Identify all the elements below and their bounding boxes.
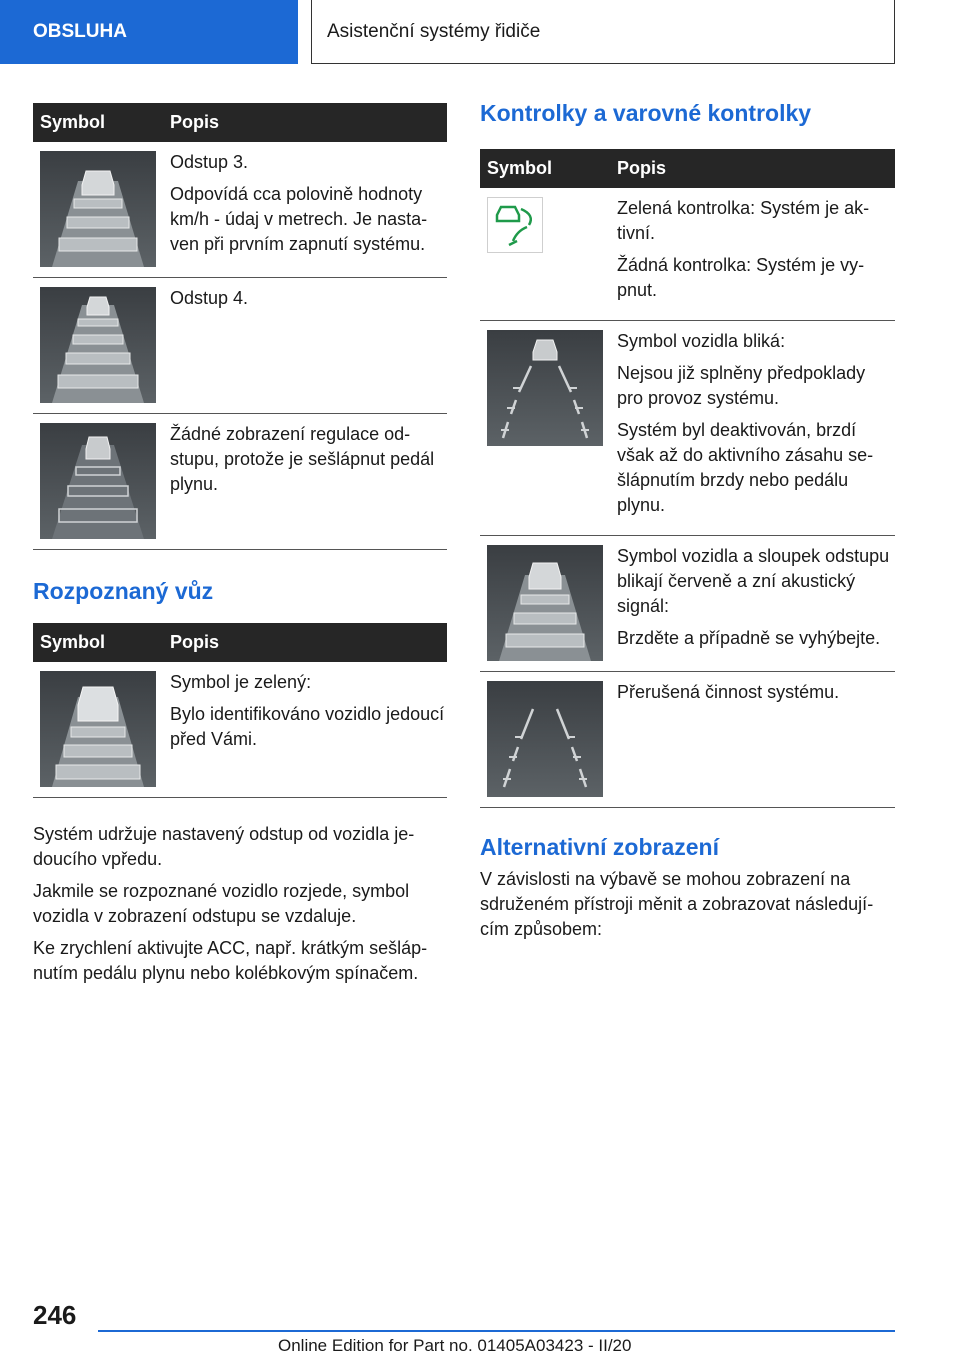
table-row bbox=[480, 536, 895, 672]
green-acc-indicator-icon bbox=[487, 197, 543, 253]
col-header-description: Popis bbox=[163, 103, 447, 142]
no-distance-control-icon bbox=[40, 423, 156, 539]
table-row bbox=[33, 278, 447, 414]
body-paragraph: V závislosti na výbavě se mohou zobrazení na sdruženém přístroji měnit a zobrazovat následujícím způsobem: bbox=[480, 869, 874, 939]
section-heading: Alternativní zobrazení bbox=[480, 834, 719, 860]
table-row bbox=[480, 321, 895, 536]
page-number: 246 bbox=[33, 1300, 77, 1330]
col-header-description: Popis bbox=[163, 623, 447, 662]
row-text: Bylo identifikováno vozidlo jedoucí před Vámi. bbox=[170, 704, 445, 749]
distance-4-icon bbox=[40, 287, 156, 403]
section-heading: Rozpoznaný vůz bbox=[33, 578, 214, 604]
collision-warning-icon bbox=[487, 545, 603, 661]
body-paragraph: Systém udržuje nastavený odstup od vozidla jedoucího vpředu. bbox=[33, 824, 415, 869]
footer-divider bbox=[98, 1330, 895, 1332]
row-text: Zelená kontrolka: Systém je aktivní. bbox=[617, 198, 870, 243]
distance-3-icon bbox=[40, 151, 156, 267]
row-text: Systém byl deaktivován, brzdí však až do aktivního zásahu sešlápnutím brzdy nebo pedálu plynu. bbox=[617, 420, 874, 515]
section-tab: OBSLUHA bbox=[0, 0, 298, 64]
vehicle-blinking-icon bbox=[487, 330, 603, 446]
row-text: Přerušená činnost systému. bbox=[617, 682, 840, 702]
detected-vehicle-icon bbox=[40, 671, 156, 787]
col-header-description: Popis bbox=[610, 149, 895, 188]
body-paragraph: Jakmile se rozpoznané vozidlo rozjede, symbol vozidla v zobrazení odstupu se vzdaluje. bbox=[33, 881, 410, 926]
chapter-title: Asistenční systémy řidiče bbox=[311, 0, 895, 64]
detected-vehicle-table bbox=[33, 623, 447, 798]
body-paragraph: Ke zrychlení aktivujte ACC, např. krátkým sešlápnutím pedálu plynu nebo kolébkovým spínačem. bbox=[33, 938, 428, 983]
row-text: Odstup 3. bbox=[170, 152, 249, 172]
row-text: Odstup 4. bbox=[170, 288, 249, 308]
table-row bbox=[480, 188, 895, 321]
col-header-symbol: Symbol bbox=[33, 623, 163, 662]
system-interrupted-icon bbox=[487, 681, 603, 797]
row-text: Nejsou již splněny předpoklady pro provoz systému. bbox=[617, 363, 866, 408]
table-row bbox=[33, 414, 447, 550]
section-heading: Kontrolky a varovné kontrolky bbox=[480, 100, 812, 126]
table-row bbox=[33, 662, 447, 798]
distance-table bbox=[33, 103, 447, 550]
col-header-symbol: Symbol bbox=[480, 149, 610, 188]
row-text: Odpovídá cca polovině hodnoty km/h - údaj v metrech. Je nastaven při prvním zapnutí systému. bbox=[170, 184, 428, 254]
table-row bbox=[480, 672, 895, 808]
row-text: Symbol vozidla bliká: bbox=[617, 331, 786, 351]
row-text: Symbol je zelený: bbox=[170, 672, 312, 692]
right-column bbox=[480, 100, 895, 949]
row-text: Brzděte a případně se vyhýbejte. bbox=[617, 628, 881, 648]
row-text: Symbol vozidla a sloupek odstupu blikají červeně a zní akustický signál: bbox=[617, 546, 890, 616]
left-column bbox=[33, 103, 447, 993]
row-text: Žádné zobrazení regulace odstupu, protože je sešlápnut pedál plynu. bbox=[170, 424, 435, 494]
table-row bbox=[33, 142, 447, 278]
footer-edition: Online Edition for Part no. 01405A03423 - II/20 bbox=[278, 1336, 632, 1355]
indicator-table bbox=[480, 149, 895, 808]
col-header-symbol: Symbol bbox=[33, 103, 163, 142]
row-text: Žádná kontrolka: Systém je vypnut. bbox=[617, 255, 865, 300]
